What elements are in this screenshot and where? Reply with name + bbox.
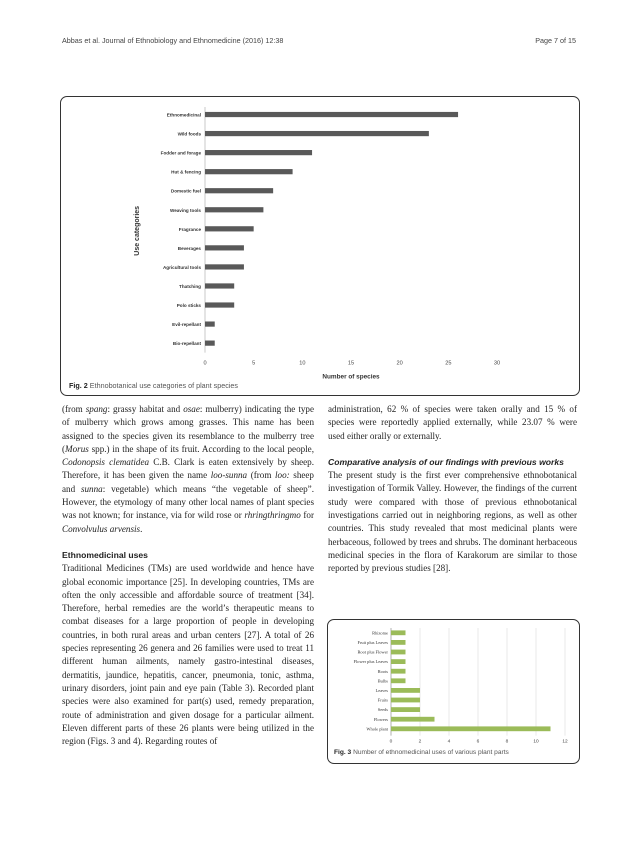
bar — [205, 341, 215, 346]
category-label: Wild foods — [177, 131, 201, 137]
category-label: Thatching — [179, 283, 201, 289]
bar — [205, 226, 254, 231]
journal-citation: Abbas et al. Journal of Ethnobiology and Ethnomedicine (2016) 12:38 — [62, 36, 284, 45]
x-tick-label: 12 — [562, 739, 568, 745]
category-label: Fruit plus Leaves — [357, 640, 388, 645]
bar — [391, 630, 406, 635]
running-header — [62, 36, 576, 48]
category-label: Seeds — [377, 707, 388, 713]
figure-3 — [327, 619, 580, 764]
figure-2 — [60, 96, 580, 396]
bar — [391, 650, 406, 655]
bar — [205, 302, 234, 307]
y-axis-label: Use categories — [134, 205, 141, 256]
category-label: Bulbs — [377, 678, 388, 684]
figure-3-caption — [334, 749, 509, 756]
category-label: Whole plant — [366, 726, 388, 732]
left-paragraph-1: (from spang: grassy habitat and osae: mulberry) indicating the type of mulberry which grows among grasses. This name has been assigned to the species given its resemblance to the mulberry tree (Morus spp.) in the shape of its fruit. According to the local people, Codonopsis clematidea C.B. Clark is eaten extensively by sheep. Therefore, it has been given the name loo-sunna (from loo: sheep and sunna: vegetable) which means “the vegetable of sheep”. However, the etymology of many other local names of plant species was not known; for instance, via for wild rose or rhringthringmo for Convolvulus arvensis. — [62, 404, 315, 534]
category-label: Polo sticks — [176, 303, 201, 309]
figure-3-caption-text: Number of ethnomedicinal uses of various plant parts — [353, 749, 509, 756]
x-tick-label: 25 — [445, 360, 452, 367]
category-label: Weaving tools — [169, 207, 201, 213]
bar — [205, 188, 273, 193]
bar — [391, 707, 420, 712]
x-tick-label: 4 — [447, 739, 451, 745]
x-tick-label: 15 — [347, 360, 355, 367]
category-label: Beverages — [177, 245, 201, 251]
plant-parts-chart — [328, 620, 579, 763]
x-tick-label: 5 — [252, 360, 256, 367]
bar — [205, 169, 293, 174]
x-tick-label: 0 — [203, 360, 207, 367]
bar — [391, 669, 406, 674]
category-label: Hut & fencing — [171, 169, 201, 175]
left-column — [62, 403, 314, 748]
bar — [391, 717, 435, 722]
right-paragraph-1: administration, 62 % of species were taken orally and 15 % of species were reportedly applied externally, while 23.07 % were used either orally or externally. — [328, 404, 577, 441]
x-tick-label: 0 — [389, 739, 393, 745]
figure-2-caption — [69, 381, 238, 390]
category-label: Flower plus Leaves — [353, 659, 388, 665]
section-heading-ethnomedicinal-uses: Ethnomedicinal uses — [62, 549, 148, 560]
x-tick-label: 2 — [418, 739, 422, 745]
figure-2-caption-text: Ethnobotanical use categories of plant species — [89, 381, 239, 390]
category-label: Roots — [377, 668, 388, 674]
bar — [205, 131, 429, 136]
right-column — [328, 403, 577, 576]
bar — [205, 321, 215, 326]
figure-3-label: Fig. 3 — [334, 749, 352, 756]
section-heading-comparative-analysis: Comparative analysis of our findings with previous works — [328, 456, 564, 467]
bar — [205, 112, 458, 117]
bar — [391, 659, 406, 664]
x-tick-label: 10 — [299, 360, 306, 367]
category-label: Leaves — [375, 688, 388, 693]
bar — [391, 698, 420, 703]
category-label: Fruits — [377, 697, 388, 703]
bar — [205, 283, 234, 288]
category-label: Evil-repellant — [172, 322, 201, 328]
category-label: Root plus Flower — [357, 649, 388, 655]
figure-2-label: Fig. 2 — [69, 381, 88, 390]
category-label: Agricultural tools — [162, 264, 201, 270]
x-tick-label: 30 — [493, 360, 501, 367]
category-label: Bio-repellant — [172, 341, 201, 347]
right-paragraph-2: The present study is the first ever comprehensive ethnobotanical investigation of Tormik Valley. However, the findings of the current study were compared with those of previous ethnobotanical investigations carried out in neighboring regions, as well as other countries. This study revealed that most medicinal plants were herbaceous, followed by trees and shrubs. The dominant herbaceous medicinal species in the flora of Karakorum are similar to those reported by previous studies [28]. — [328, 470, 577, 574]
bar — [205, 150, 312, 155]
x-tick-label: 6 — [476, 739, 480, 745]
category-label: Flowers — [373, 716, 388, 722]
left-paragraph-2: Traditional Medicines (TMs) are used worldwide and hence have global economic importance [25]. In developing countries, TMs are often the only accessible and affordable source of treatment [34]. Therefore, herbal remedies are the world’s therapeutic means to combat diseases for a large proportion of people in developing countries, in both rural areas and urban centers [27]. A total of 26 species representing 26 genera and 26 families were used to treat 11 different human ailments, namely gastro-intestinal diseases, dermatitis, jaundice, hepatitis, cancer, pneumonia, tonic, asthma, urinary disorders, joint pain and eye pain (Table 3). Recorded plant species were also examined for part(s) used, remedy preparation, route of administration and given dosage for a particular ailment. Eleven different parts of these 26 plants were being utilized in the region (Figs. 3 and 4). Regarding routes of — [62, 563, 314, 747]
use-categories-chart — [61, 97, 579, 395]
bar — [391, 726, 551, 731]
x-tick-label: 8 — [505, 739, 509, 745]
x-tick-label: 20 — [396, 360, 403, 367]
bar — [391, 640, 406, 645]
bar — [205, 207, 263, 212]
category-label: Fragrance — [178, 226, 201, 232]
x-axis-label: Number of species — [322, 373, 380, 381]
bar — [205, 264, 244, 269]
x-tick-label: 10 — [533, 739, 539, 745]
bar — [391, 688, 420, 693]
category-label: Fodder and forage — [160, 150, 201, 156]
bar — [205, 245, 244, 250]
category-label: Ethnomedicinal — [166, 112, 201, 118]
category-label: Domestic fuel — [170, 188, 201, 194]
page-number: Page 7 of 15 — [535, 36, 576, 45]
bar — [391, 678, 406, 683]
category-label: Rhizome — [372, 630, 388, 636]
